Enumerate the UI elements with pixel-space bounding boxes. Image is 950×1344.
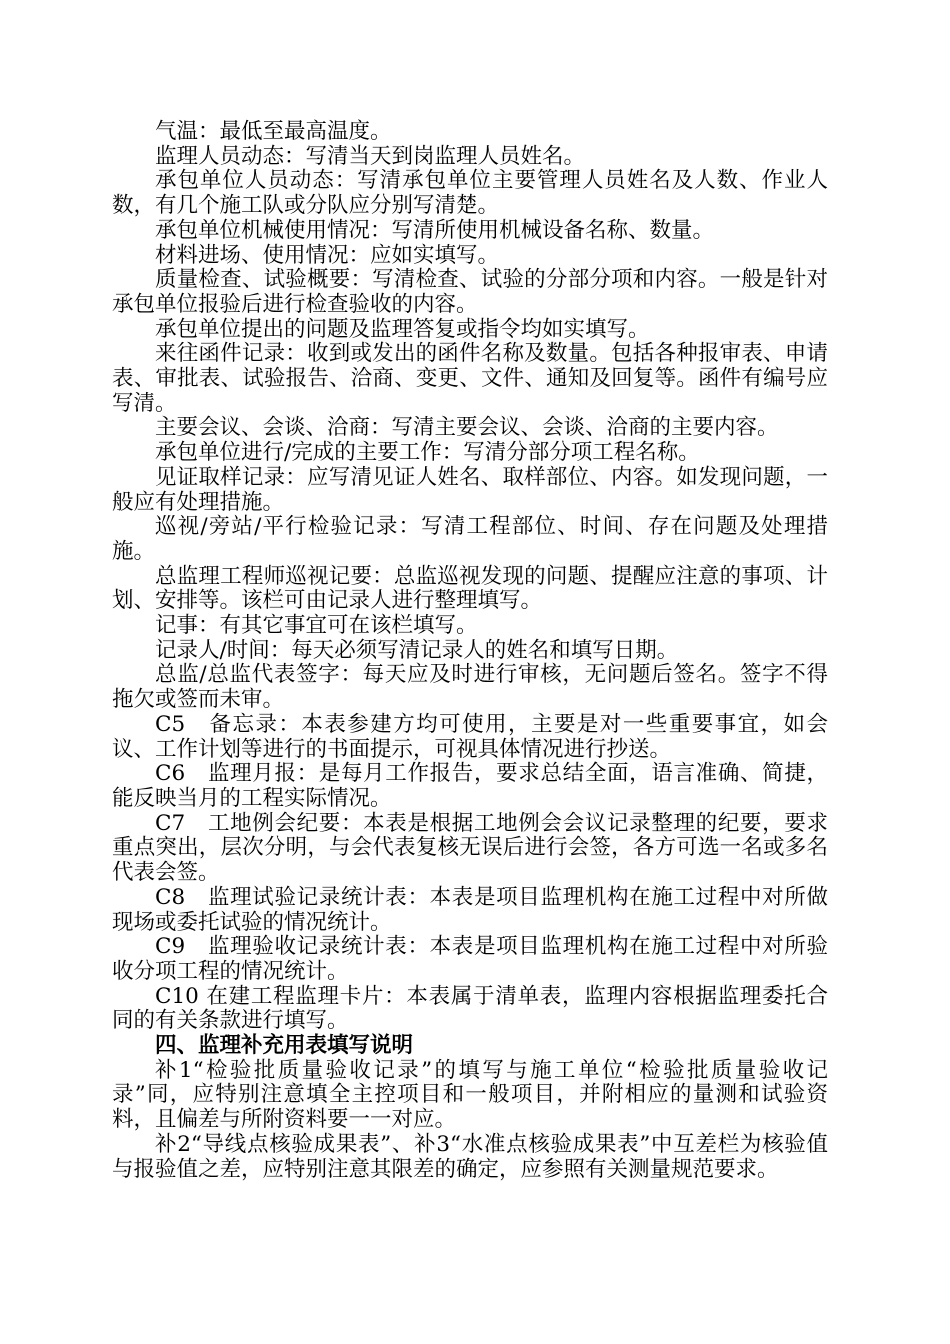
paragraph: 记事：有其它事宜可在该栏填写。 xyxy=(155,613,478,639)
paragraph: 主要会议、会谈、洽商：写清主要会议、会谈、洽商的主要内容。 xyxy=(155,415,779,441)
paragraph: 来往函件记录：收到或发出的函件名称及数量。包括各种报审表、申请表、审批表、试验报告、洽商、变更、文件、通知及回复等。函件有编号应写清。 xyxy=(112,341,828,416)
paragraph: 承包单位提出的问题及监理答复或指令均如实填写。 xyxy=(155,316,650,342)
paragraph: 材料进场、使用情况：应如实填写。 xyxy=(155,242,500,268)
paragraph: 补1“检验批质量验收记录”的填写与施工单位“检验批质量验收记录”同，应特别注意填全主控项目和一般项目，并附相应的量测和试验资料，且偏差与所附资料要一一对应。 xyxy=(112,1057,828,1133)
paragraph: C9 监理验收记录统计表：本表是项目监理机构在施工过程中对所验收分项工程的情况统计。 xyxy=(112,934,828,984)
paragraph: 见证取样记录：应写清见证人姓名、取样部位、内容。如发现问题，一般应有处理措施。 xyxy=(112,464,828,515)
paragraph: 承包单位机械使用情况：写清所使用机械设备名称、数量。 xyxy=(155,217,715,243)
paragraph: 巡视/旁站/平行检验记录：写清工程部位、时间、存在问题及处理措施。 xyxy=(112,514,828,564)
paragraph: 质量检查、试验概要：写清检查、试验的分部分项和内容。一般是针对承包单位报验后进行检查验收的内容。 xyxy=(112,267,828,317)
paragraph: 气温：最低至最高温度。 xyxy=(155,119,392,144)
paragraph: 承包单位进行/完成的主要工作：写清分部分项工程名称。 xyxy=(155,440,700,466)
paragraph: C10 在建工程监理卡片：本表属于清单表，监理内容根据监理委托合同的有关条款进行填写。 xyxy=(112,983,828,1034)
paragraph: 监理人员动态：写清当天到岗监理人员姓名。 xyxy=(155,143,586,169)
document-body xyxy=(112,120,828,1182)
paragraph: C8 监理试验记录统计表：本表是项目监理机构在施工过程中对所做现场或委托试验的情况统计。 xyxy=(112,884,828,935)
paragraph: 总监/总监代表签字：每天应及时进行审核，无问题后签名。签字不得拖欠或签而未审。 xyxy=(112,662,828,713)
paragraph: C6 监理月报：是每月工作报告，要求总结全面，语言准确、简捷，能反映当月的工程实际情况。 xyxy=(112,761,828,811)
paragraph: 补2“导线点核验成果表”、补3“水准点核验成果表”中互差栏为核验值与报验值之差，应特别注意其限差的确定，应参照有关测量规范要求。 xyxy=(112,1131,828,1182)
paragraph: 记录人/时间：每天必须写清记录人的姓名和填写日期。 xyxy=(155,637,679,663)
paragraph: 总监理工程师巡视记要：总监巡视发现的问题、提醒应注意的事项、计划、安排等。该栏可由记录人进行整理填写。 xyxy=(112,563,828,614)
paragraph: C5 备忘录：本表参建方均可使用，主要是对一些重要事宜，如会议、工作计划等进行的书面提示，可视具体情况进行抄送。 xyxy=(112,711,828,762)
paragraph: 承包单位人员动态：写清承包单位主要管理人员姓名及人数、作业人数，有几个施工队或分队应分别写清楚。 xyxy=(112,168,828,219)
paragraph: C7 工地例会纪要：本表是根据工地例会会议记录整理的纪要，要求重点突出，层次分明，与会代表复核无误后进行会签，各方可选一名或多名代表会签。 xyxy=(112,810,828,886)
section-heading: 四、监理补充用表填写说明 xyxy=(155,1033,414,1059)
